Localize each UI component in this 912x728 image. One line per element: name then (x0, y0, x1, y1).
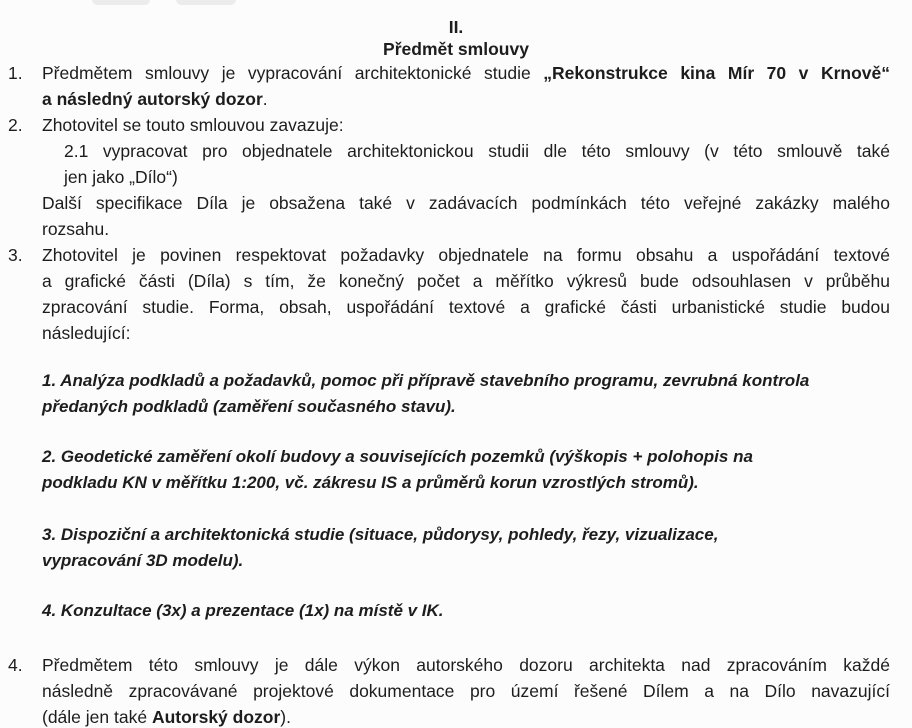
paragraph-line: Zhotovitel je povinen respektovat požadavky objednatele na formu obsahu a uspořádání textové (42, 245, 890, 265)
scan-artifact (92, 0, 150, 5)
item-number: 1. (8, 63, 23, 83)
numbered-item-2 (0, 112, 912, 242)
text-segment-bold: a následný autorský dozor (42, 89, 263, 109)
text-segment: (dále jen také (42, 707, 152, 727)
item-body (42, 112, 890, 242)
item-body (42, 60, 890, 112)
paragraph-line: následně zpracovávané projektové dokumentace pro území řešené Dílem a na Dílo navazující (42, 681, 890, 701)
item-number: 2. (8, 115, 23, 135)
deliverable-item-4 (42, 598, 890, 624)
paragraph-line: zpracování studie. Forma, obsah, uspořádání textové a grafické části urbanistické studie budou (42, 297, 890, 317)
paragraph-line: 2. Geodetické zaměření okolí budovy a souvisejících pozemků (výškopis + polohopis na (42, 447, 753, 466)
paragraph-line: Předmětem této smlouvy je dále výkon autorského dozoru architekta nad zpracováním každé (42, 655, 890, 675)
item-body (42, 242, 890, 346)
deliverable-item-2 (42, 444, 890, 496)
text-segment: . (262, 89, 268, 109)
paragraph-line: vypracování 3D modelu). (42, 551, 244, 570)
paragraph-line: následující: (42, 323, 131, 343)
paragraph-line: jen jako „Dílo“) (64, 167, 178, 187)
deliverable-item-1 (42, 368, 890, 420)
paragraph-line: Další specifikace Díla je obsažena také v zadávacích podmínkách této veřejné zakázky malého (42, 193, 890, 213)
paragraph-line (42, 704, 890, 728)
paragraph-line: 4. Konzultace (3x) a prezentace (1x) na místě v IK. (42, 601, 444, 620)
text-segment-bold: Autorský dozor (151, 707, 281, 727)
paragraph-line: Zhotovitel se touto smlouvou zavazuje: (42, 115, 344, 135)
numbered-item-4 (0, 652, 912, 728)
scan-artifact (176, 0, 236, 5)
paragraph-line: a grafické části (Díla) s tím, že konečný počet a měřítko výkresů bude odsouhlasen v průběhu (42, 271, 890, 291)
numbered-item-1 (0, 60, 912, 112)
text-segment: Předmětem smlouvy je vypracování architektonické studie (42, 63, 544, 83)
paragraph-line: 1. Analýza podkladů a požadavků, pomoc při přípravě stavebního programu, zevrubná kontrola (42, 371, 810, 390)
numbered-item-3 (0, 242, 912, 346)
paragraph-line: podkladu KN v měřítku 1:200, vč. zákresu IS a průměrů korun vzrostlých stromů). (42, 473, 699, 492)
paragraph-line (42, 60, 890, 86)
paragraph-line: 2.1 vypracovat pro objednatele architektonickou studii dle této smlouvy (v této smlouvě také (64, 141, 890, 161)
sub-item-2-1 (64, 138, 890, 190)
paragraph-line: 3. Dispoziční a architektonická studie (situace, půdorysy, pohledy, řezy, vizualizace, (42, 525, 719, 544)
item-number: 4. (8, 655, 23, 675)
paragraph-line (42, 86, 890, 112)
item-number: 3. (8, 245, 23, 265)
text-segment-bold: „Rekonstrukce kina Mír 70 v Krnově“ (543, 63, 890, 83)
text-segment: ). (280, 707, 291, 727)
section-title-heading: Předmět smlouvy (383, 39, 529, 59)
deliverable-item-3 (42, 522, 890, 574)
paragraph-line: rozsahu. (42, 219, 110, 239)
section-number-heading: II. (448, 17, 464, 37)
paragraph-line: předaných podkladů (zaměření současného stavu). (42, 397, 456, 416)
item-body (42, 652, 890, 728)
